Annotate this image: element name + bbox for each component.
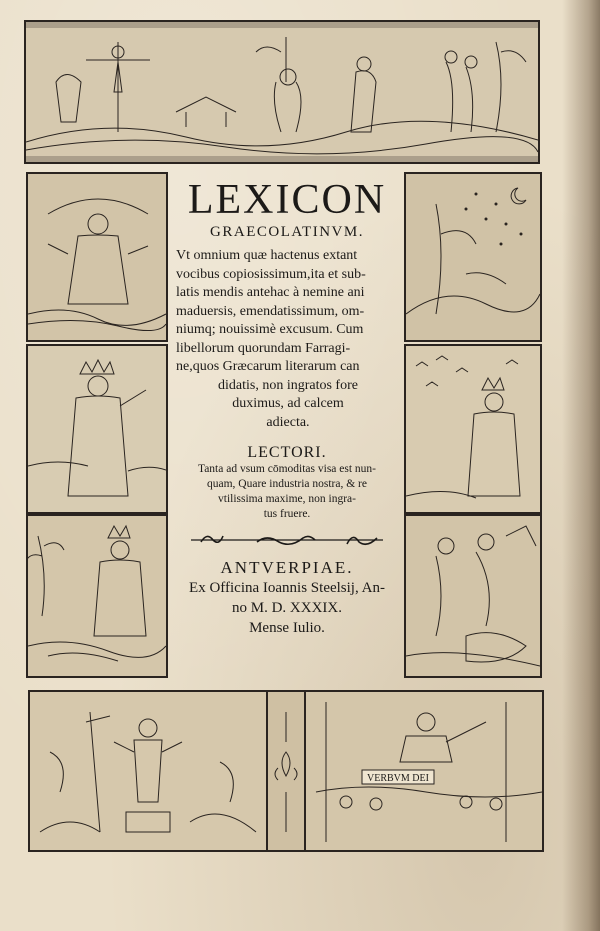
description-line: ne,quos Græcarum literarum can [176, 359, 360, 374]
struck-through-inscription [170, 528, 404, 550]
lectori-line: quam, Quare industria nostra, & re [207, 478, 367, 490]
ink-strikeout [187, 528, 387, 550]
imprint-line: no M. D. XXXIX. [232, 600, 342, 616]
lectori-heading: LECTORI. [247, 444, 327, 461]
description-line: libellorum quorundam Farragi- [176, 340, 351, 356]
book-spine-shadow [562, 0, 600, 931]
woodcut-preacher-scene [306, 692, 542, 850]
woodcut-left-3 [26, 514, 168, 678]
woodcut-left-2 [26, 344, 168, 514]
page-title: LEXICON [187, 177, 387, 223]
woodcut-fleur-de-lis-panel [268, 692, 304, 850]
lectori-line: tus fruere. [263, 508, 311, 520]
lectori-line: vtilissima maxime, non ingra- [218, 493, 356, 505]
woodcut-king-scene [28, 516, 166, 676]
imprint-line: Mense Iulio. [249, 620, 325, 636]
woodcut-right-3 [404, 514, 542, 678]
woodcut-crowned-figure [28, 346, 166, 512]
description-line: maduersis, emendatissimum, om- [176, 303, 365, 319]
woodcut-right-2 [404, 344, 542, 514]
woodcut-birds-king [406, 346, 540, 512]
description-paragraph [170, 247, 404, 432]
woodcut-god-figure [28, 174, 166, 340]
woodcut-bottom-left [28, 690, 268, 852]
woodcut-right-1 [404, 172, 542, 342]
imprint-block [170, 558, 404, 638]
woodcut-figures-scene [406, 516, 540, 676]
imprint-city: ANTVERPIAE. [220, 558, 354, 577]
woodcut-top-scene [26, 22, 538, 162]
description-line: duximus, ad calcem [232, 396, 344, 411]
imprint-line: Ex Officina Ioannis Steelsij, An- [189, 580, 385, 596]
woodcut-night-sky [406, 174, 540, 340]
lectori-line: Tanta ad vsum cōmoditas visa est nun- [197, 463, 377, 475]
description-line: latis mendis antehac à nemine ani [176, 285, 365, 300]
woodcut-bottom-right [304, 690, 544, 852]
woodcut-resurrection-scene [30, 692, 266, 850]
woodcut-bottom-middle [266, 690, 306, 852]
description-line: didatis, non ingratos fore [218, 377, 358, 393]
lectori-text [170, 462, 404, 522]
description-line: Vt omnium quæ hactenus extant [176, 248, 358, 263]
woodcut-left-1 [26, 172, 168, 342]
description-line: niumq; nouissimè excusum. Cum [176, 322, 364, 337]
verbum-dei-banner: VERBVM DEI [367, 773, 429, 784]
woodcut-top-border [24, 20, 540, 164]
description-line: adiecta. [266, 414, 310, 430]
description-line: vocibus copiosissimum,ita et sub- [176, 266, 366, 282]
title-text-block [170, 168, 404, 668]
page-subtitle: GRAECOLATINVM. [210, 224, 364, 240]
